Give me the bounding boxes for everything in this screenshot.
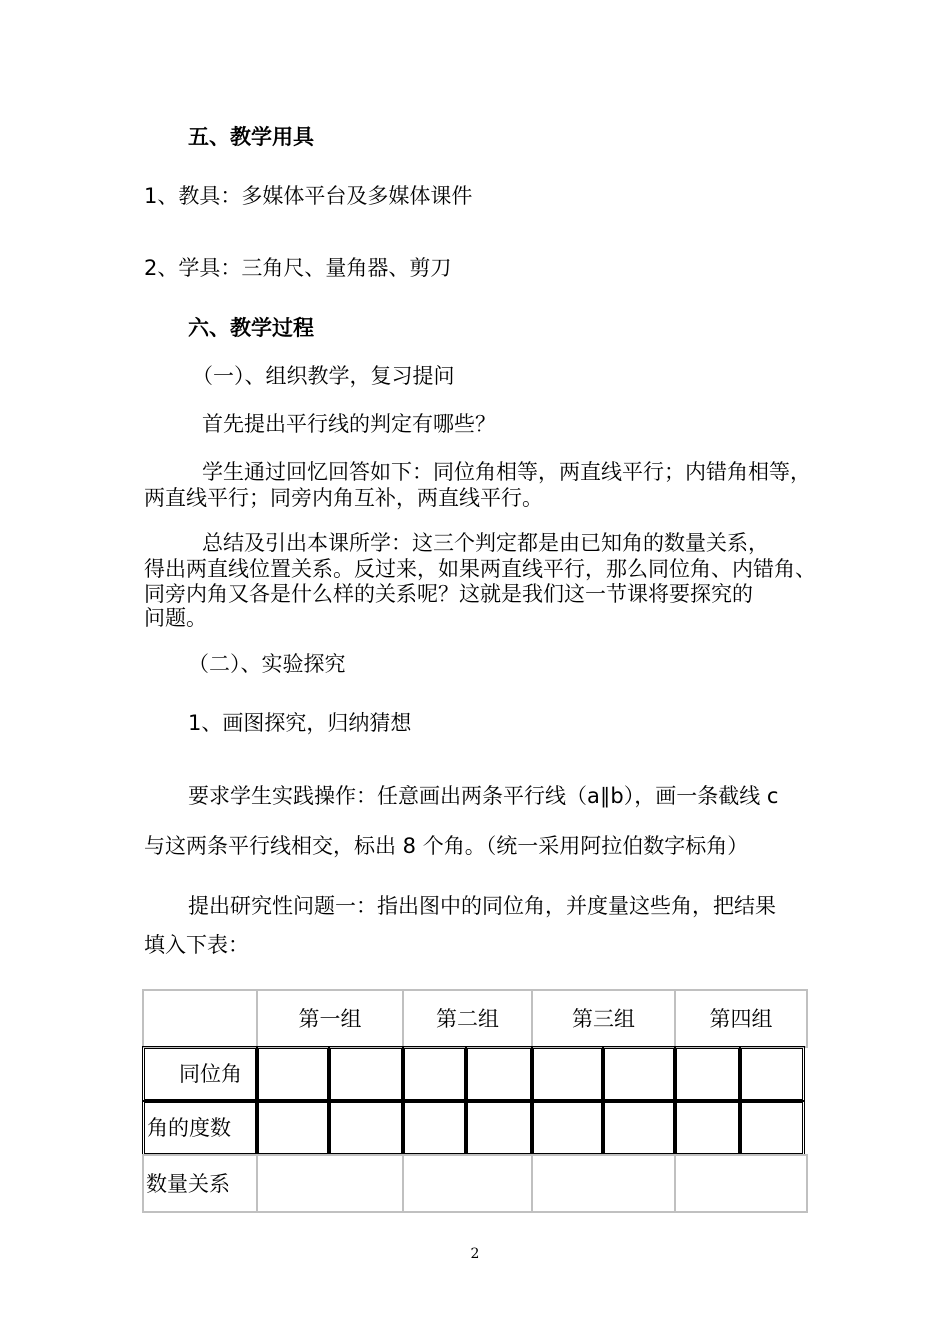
group-4-header: 第四组 [674,989,808,1048]
table-cell [531,1100,604,1156]
table-cell [531,1154,676,1213]
table-cell [602,1046,676,1102]
table-cell [256,1100,330,1156]
table-cell [256,1046,330,1102]
paragraph-5-line-2: 填入下表： [144,933,249,957]
table-cell [602,1100,676,1156]
paragraph-3-line-1: 总结及引出本课所学：这三个判定都是由已知角的数量关系， [202,531,769,555]
row-label-angle-degrees: 角的度数 [142,1100,258,1156]
group-2-header: 第二组 [402,989,533,1048]
paragraph-4-line-1: 要求学生实践操作：任意画出两条平行线（a∥b），画一条截线 c [188,784,779,808]
paragraph-3-line-3: 同旁内角又各是什么样的关系呢？这就是我们这一节课将要探究的 [144,582,753,606]
table-cell [674,1154,808,1213]
paragraph-3-line-4: 问题。 [144,606,207,630]
table-cell [465,1046,533,1102]
table-cell [739,1100,805,1156]
table-cell [465,1100,533,1156]
part-2-title: （二）、实验探究 [188,652,346,676]
header-empty-cell [142,989,258,1048]
paragraph-4-line-2: 与这两条平行线相交，标出 8 个角。（统一采用阿拉伯数字标角） [144,834,749,858]
section-6-heading: 六、教学过程 [188,316,314,340]
table-cell [328,1100,404,1156]
paragraph-1: 首先提出平行线的判定有哪些？ [202,412,496,436]
row-label-quantity-relation: 数量关系 [142,1154,258,1213]
subsection-1-title: 1、画图探究，归纳猜想 [188,711,412,735]
page-number: 2 [470,1246,480,1262]
table-cell [402,1100,467,1156]
row-label-corresponding-angles: 同位角 [142,1046,258,1102]
table-cell [402,1046,467,1102]
table-cell [531,1046,604,1102]
table-cell [674,1100,741,1156]
table-cell [256,1154,404,1213]
paragraph-5-line-1: 提出研究性问题一：指出图中的同位角，并度量这些角，把结果 [188,894,776,918]
part-1-title: （一）、组织教学，复习提问 [192,364,455,388]
paragraph-2-line-2: 两直线平行；同旁内角互补，两直线平行。 [144,486,543,510]
group-3-header: 第三组 [531,989,676,1048]
paragraph-3-line-2: 得出两直线位置关系。反过来，如果两直线平行，那么同位角、内错角、 [144,557,816,581]
group-1-header: 第一组 [256,989,404,1048]
paragraph-2-line-1: 学生通过回忆回答如下：同位角相等，两直线平行；内错角相等， [202,460,811,484]
tool-item-2: 2、学具：三角尺、量角器、剪刀 [144,256,452,280]
table-cell [328,1046,404,1102]
table-cell [739,1046,805,1102]
table-cell [402,1154,533,1213]
section-5-heading: 五、教学用具 [188,125,314,149]
table-cell [674,1046,741,1102]
angle-measurement-table [142,989,808,1213]
tool-item-1: 1、教具：多媒体平台及多媒体课件 [144,184,473,208]
